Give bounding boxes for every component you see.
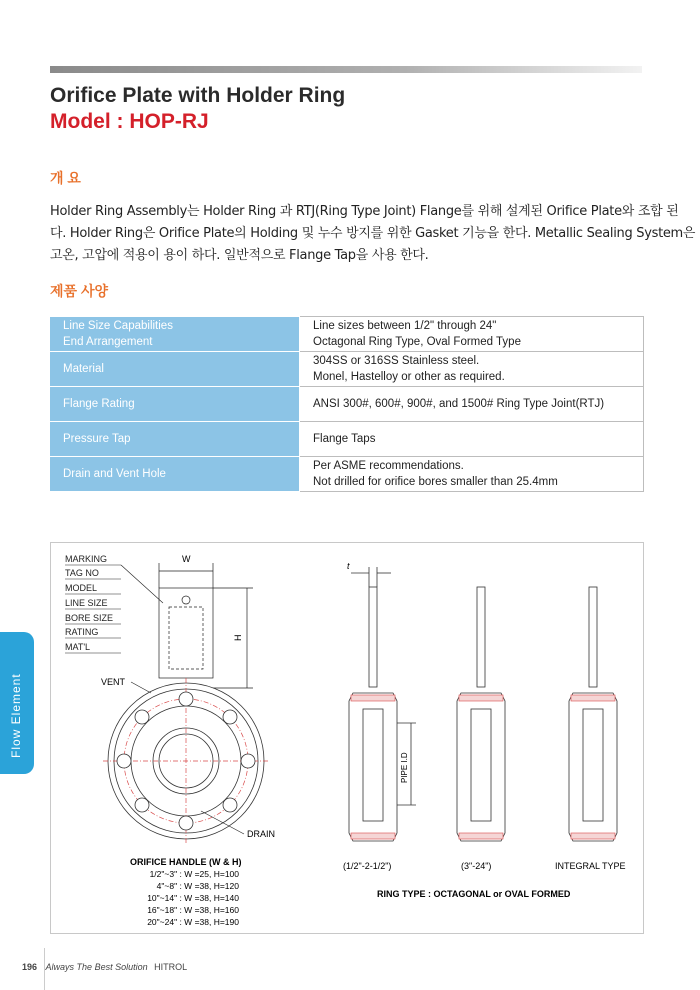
marking-label: LINE SIZE xyxy=(65,598,108,608)
spec-key-cell xyxy=(50,352,300,387)
spec-value: Line sizes between 1/2" through 24" xyxy=(313,320,497,332)
marking-label: RATING xyxy=(65,627,99,637)
t-label: t xyxy=(347,561,350,571)
table-row xyxy=(50,387,644,422)
overview-line: 다. Holder Ring은 Orifice Plate의 Holding 및 누수 방지를 위한 Gasket 기능을 한다. Metallic Sealing System은 xyxy=(50,226,696,241)
spec-value-cell xyxy=(300,387,644,422)
table-row xyxy=(50,457,644,492)
marking-label: MAT'L xyxy=(65,642,91,652)
type-label: INTEGRAL TYPE xyxy=(555,861,626,871)
header-rule xyxy=(50,66,642,73)
spec-key-cell xyxy=(50,317,300,352)
w-label: W xyxy=(182,554,191,564)
handle-row: 20"~24" : W =38, H=190 xyxy=(147,917,239,927)
footer xyxy=(22,962,187,972)
marking-label: TAG NO xyxy=(65,568,99,578)
spec-value-cell xyxy=(300,457,644,492)
spec-key: Drain and Vent Hole xyxy=(63,468,166,480)
table-row xyxy=(50,317,644,352)
spec-value: Flange Taps xyxy=(313,433,376,445)
spec-value: 304SS or 316SS Stainless steel. xyxy=(313,355,480,367)
spec-key: Material xyxy=(63,363,104,375)
spec-value: Per ASME recommendations. xyxy=(313,460,464,472)
handle-row: 10"~14" : W =38, H=140 xyxy=(147,893,239,903)
spec-value-cell xyxy=(300,422,644,457)
overview-paragraph xyxy=(50,201,696,267)
handle-row: 16"~18" : W =38, H=160 xyxy=(147,905,239,915)
page-number: 196 xyxy=(22,962,38,972)
handle-row: 4"~8" : W =38, H=120 xyxy=(156,881,239,891)
drawing-svg xyxy=(51,543,643,933)
side-tab xyxy=(0,632,34,774)
overview-line: Holder Ring Assembly는 Holder Ring 과 RTJ(Ring Type Joint) Flange를 위해 설계된 Orifice Plate와 조합 된 xyxy=(50,204,679,219)
spec-key-cell xyxy=(50,387,300,422)
marking-label: MODEL xyxy=(65,583,98,593)
spec-key-cell xyxy=(50,422,300,457)
spec-value: Octagonal Ring Type, Oval Formed Type xyxy=(313,336,521,348)
spec-key: Pressure Tap xyxy=(63,433,131,445)
spec-value: ANSI 300#, 600#, 900#, and 1500# Ring Type Joint(RTJ) xyxy=(313,398,605,410)
footer-tagline: Always The Best Solution xyxy=(45,962,148,972)
handle-title: ORIFICE HANDLE (W & H) xyxy=(130,857,242,867)
type-label: (1/2"-2-1/2") xyxy=(343,861,392,871)
spec-value: Monel, Hastelloy or other as required. xyxy=(313,371,505,383)
table-row xyxy=(50,352,644,387)
side-tab-label: Flow Element xyxy=(9,673,23,758)
spec-heading: 제품 사양 xyxy=(50,283,108,299)
spec-value-cell xyxy=(300,352,644,387)
footer-brand: HITROL xyxy=(154,962,188,972)
pipe-id-label: PIPE I.D xyxy=(400,752,409,783)
ring-type-label: RING TYPE : OCTAGONAL or OVAL FORMED xyxy=(377,889,571,899)
spec-value-cell xyxy=(300,317,644,352)
handle-row: 1/2"~3" : W =25, H=100 xyxy=(149,869,239,879)
technical-drawing xyxy=(50,542,644,934)
table-row xyxy=(50,422,644,457)
overview-line: 고온, 고압에 적용이 용이 하다. 일반적으로 Flange Tap을 사용 한다. xyxy=(50,248,429,263)
marking-label: BORE SIZE xyxy=(65,613,114,623)
spec-table xyxy=(50,316,644,492)
spec-key: End Arrangement xyxy=(63,335,153,348)
overview-heading: 개 요 xyxy=(50,170,81,186)
h-label: H xyxy=(233,634,243,641)
spec-key: Line Size Capabilities xyxy=(63,319,173,332)
vent-label: VENT xyxy=(101,677,126,687)
page-title: Orifice Plate with Holder Ring xyxy=(50,84,346,107)
type-label: (3"-24") xyxy=(461,861,492,871)
drain-label: DRAIN xyxy=(247,829,276,839)
spec-key: Flange Rating xyxy=(63,398,135,410)
marking-label: MARKING xyxy=(65,554,108,564)
model-title: Model : HOP-RJ xyxy=(50,110,209,133)
spec-value: Not drilled for orifice bores smaller than 25.4mm xyxy=(313,476,558,488)
spec-key-cell xyxy=(50,457,300,492)
